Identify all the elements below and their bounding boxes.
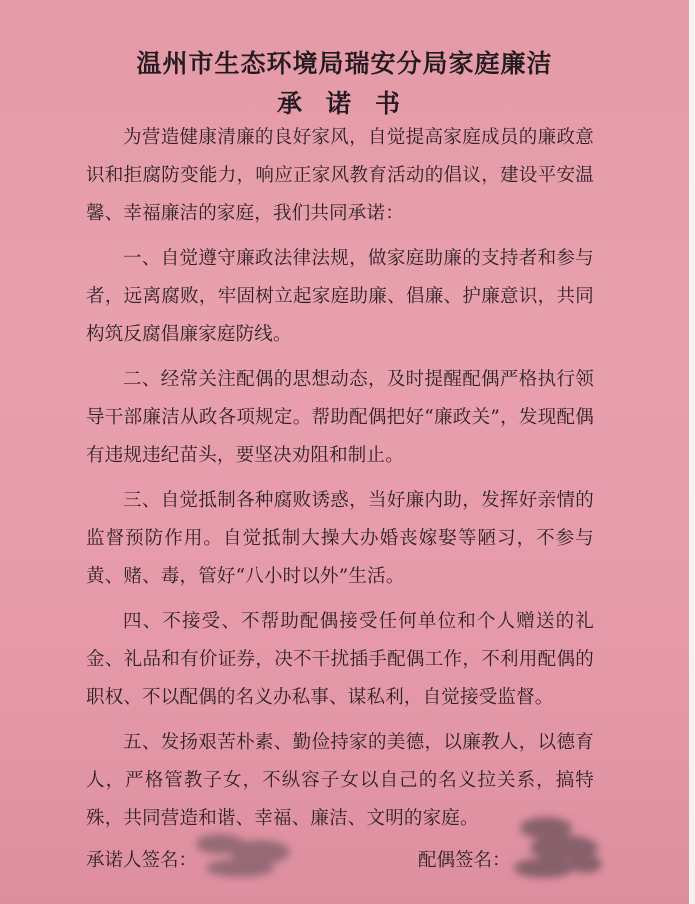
paragraph-item-4: 四、不接受、不帮助配偶接受任何单位和个人赠送的礼金、礼品和有价证券，决不干扰插手配偶工作，不利用配偶的职权、不以配偶的名义办私事、谋私利，自觉接受监督。 [86, 611, 594, 708]
spouse-signature-redacted [500, 808, 608, 888]
document-title: 温州市生态环境局瑞安分局家庭廉洁 [136, 49, 553, 78]
paragraph-item-3: 三、自觉抵制各种腐败诱惑，当好廉内助，发挥好亲情的监督预防作用。自觉抵制大操大办婚丧嫁娶等陋习，不参与黄、赌、毒，管好“八小时以外”生活。 [86, 490, 594, 587]
paper-edge [689, 0, 695, 904]
paragraph-item-5: 五、发扬艰苦朴素、勤俭持家的美德，以廉教人，以德育人，严格管教子女，不纵容子女以自己的名义拉关系，搞特殊，共同营造和谐、幸福、廉洁、文明的家庭。 [86, 732, 594, 829]
spouse-signature-label: 配偶签名： [418, 850, 511, 871]
promisor-signature-redacted [190, 822, 300, 884]
paragraph-intro: 为营造健康清廉的良好家风，自觉提高家庭成员的廉政意识和拒腐防变能力，响应正家风教育活动的倡议，建设平安温馨、幸福廉洁的家庭，我们共同承诺： [86, 127, 594, 224]
paragraph-item-1: 一、自觉遵守廉政法律法规，做家庭助廉的支持者和参与者，远离腐败，牢固树立起家庭助廉、倡廉、护廉意识，共同构筑反腐倡廉家庭防线。 [86, 248, 594, 345]
paragraph-item-2: 二、经常关注配偶的思想动态，及时提醒配偶严格执行领导干部廉洁从政各项规定。帮助配偶把好“廉政关”，发现配偶有违规违纪苗头，要坚决劝阻和制止。 [86, 369, 594, 466]
document-body [86, 119, 594, 845]
document-subtitle: 承诺书 [276, 89, 424, 118]
promisor-signature-label: 承诺人签名： [86, 850, 198, 871]
